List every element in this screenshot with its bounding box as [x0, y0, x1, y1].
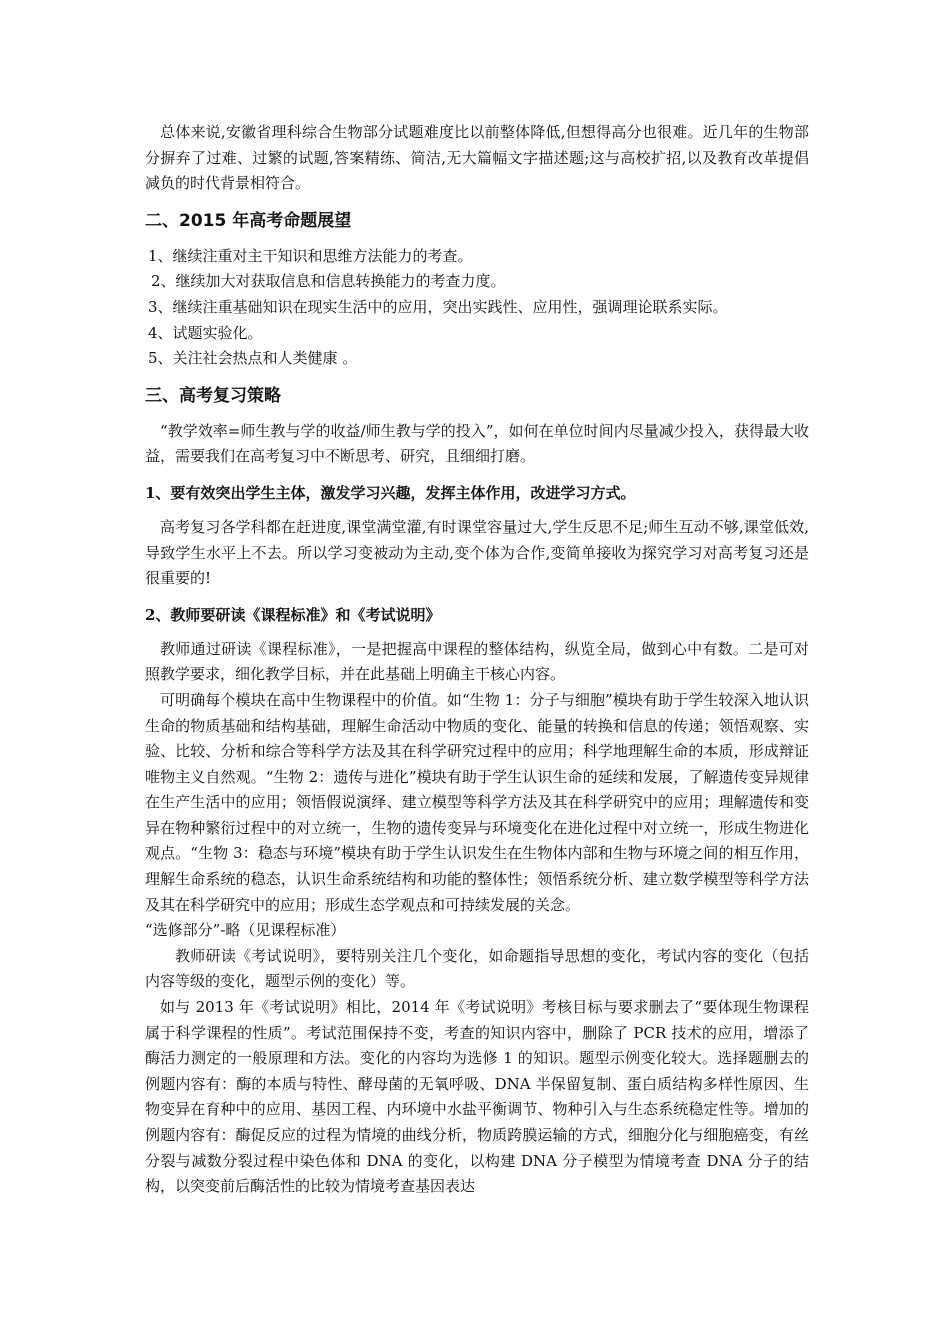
list-item: 3、继续注重基础知识在现实生活中的应用，突出实践性、应用性，强调理论联系实际。	[148, 297, 728, 316]
section-2-heading: 二、2015 年高考命题展望	[145, 210, 352, 231]
subsection-2-paragraph-5: 如与 2013 年《考试说明》相比，2014 年《考试说明》考核目标与要求删去了“要体现生物课程属于科学课程的性质”。考试范围保持不变，考查的知识内容中，删除了 PCR 技术的应用，增添了酶活力测定的一般原理和方法。变化的内容均为选修 1 的知识。题型示例变化较大。选择题删去的例题内容有：酶的本质与特性、酵母菌的无氧呼吸、DNA 半保留复制、蛋白质结构多样性原因、生物变异在育种中的应用、基因工程、内环境中水盐平衡调节、物种引入与生态系统稳定性等。增加的例题内容有：酶促反应的过程为情境的曲线分析，物质跨膜运输的方式，细胞分化与细胞癌变，有丝分裂与减数分裂过程中染色体和 DNA 的变化，以构建 DNA 分子模型为情境考查 DNA 分子的结构，以突变前后酶活性的比较为情境考查基因表达	[145, 998, 809, 1196]
subsection-2-paragraph-3: “选修部分”-略（见课程标准）	[145, 921, 346, 940]
subsection-2-paragraph-4: 教师研读《考试说明》，要特别关注几个变化，如命题指导思想的变化，考试内容的变化（包括内容等级的变化，题型示例的变化）等。	[145, 946, 809, 991]
list-item: 2、继续加大对获取信息和信息转换能力的考查力度。	[151, 272, 506, 291]
list-item: 1、继续注重对主干知识和思维方法能力的考查。	[148, 246, 473, 265]
list-item: 5、关注社会热点和人类健康 。	[148, 349, 358, 368]
document-page	[145, 120, 809, 1200]
subsection-2-heading: 2、教师要研读《课程标准》和《考试说明》	[145, 605, 441, 624]
subsection-2-paragraph-1: 教师通过研读《课程标准》，一是把握高中课程的整体结构，纵览全局，做到心中有数。二是可对照教学要求，细化教学目标，并在此基础上明确主干核心内容。	[145, 639, 809, 684]
list-item: 4、试题实验化。	[148, 323, 263, 342]
section-3-heading: 三、高考复习策略	[145, 385, 281, 406]
subsection-1-text: 高考复习各学科都在赶进度,课堂满堂灌,有时课堂容量过大,学生反思不足;师生互动不够,课堂低效,导致学生水平上不去。所以学习变被动为主动,变个体为合作,变简单接收为探究学习对高考复习还是很重要的!	[145, 517, 809, 588]
subsection-1-heading: 1、要有效突出学生主体，激发学习兴趣，发挥主体作用，改进学习方式。	[145, 483, 636, 502]
subsection-2-paragraph-2: 可明确每个模块在高中生物课程中的价值。如“生物 1：分子与细胞”模块有助于学生较深入地认识生命的物质基础和结构基础，理解生命活动中物质的变化、能量的转换和信息的传递；领悟观察、实验、比较、分析和综合等科学方法及其在科学研究过程中的应用；科学地理解生命的本质，形成辩证唯物主义自然观。“生物 2：遗传与进化”模块有助于学生认识生命的延续和发展，了解遗传变异规律在生产生活中的应用；领悟假说演绎、建立模型等科学方法及其在科学研究中的应用；理解遗传和变异在物种繁衍过程中的对立统一，生物的遗传变异与环境变化在进化过程中对立统一，形成生物进化观点。“生物 3：稳态与环境”模块有助于学生认识发生在生物体内部和生物与环境之间的相互作用，理解生命系统的稳态，认识生命系统结构和功能的整体性；领悟系统分析、建立数学模型等科学方法及其在科学研究中的应用；形成生态学观点和可持续发展的关念。	[145, 690, 809, 914]
intro-paragraph: 总体来说,安徽省理科综合生物部分试题难度比以前整体降低,但想得高分也很难。近几年的生物部分摒弃了过难、过繁的试题,答案精练、简洁,无大篇幅文字描述题;这与高校扩招,以及教育改革提倡减负的时代背景相符合。	[145, 123, 809, 193]
section-3-intro: “教学效率=师生教与学的收益/师生教与学的投入”，如何在单位时间内尽量减少投入，获得最大收益，需要我们在高考复习中不断思考、研究，且细细打磨。	[145, 421, 809, 466]
